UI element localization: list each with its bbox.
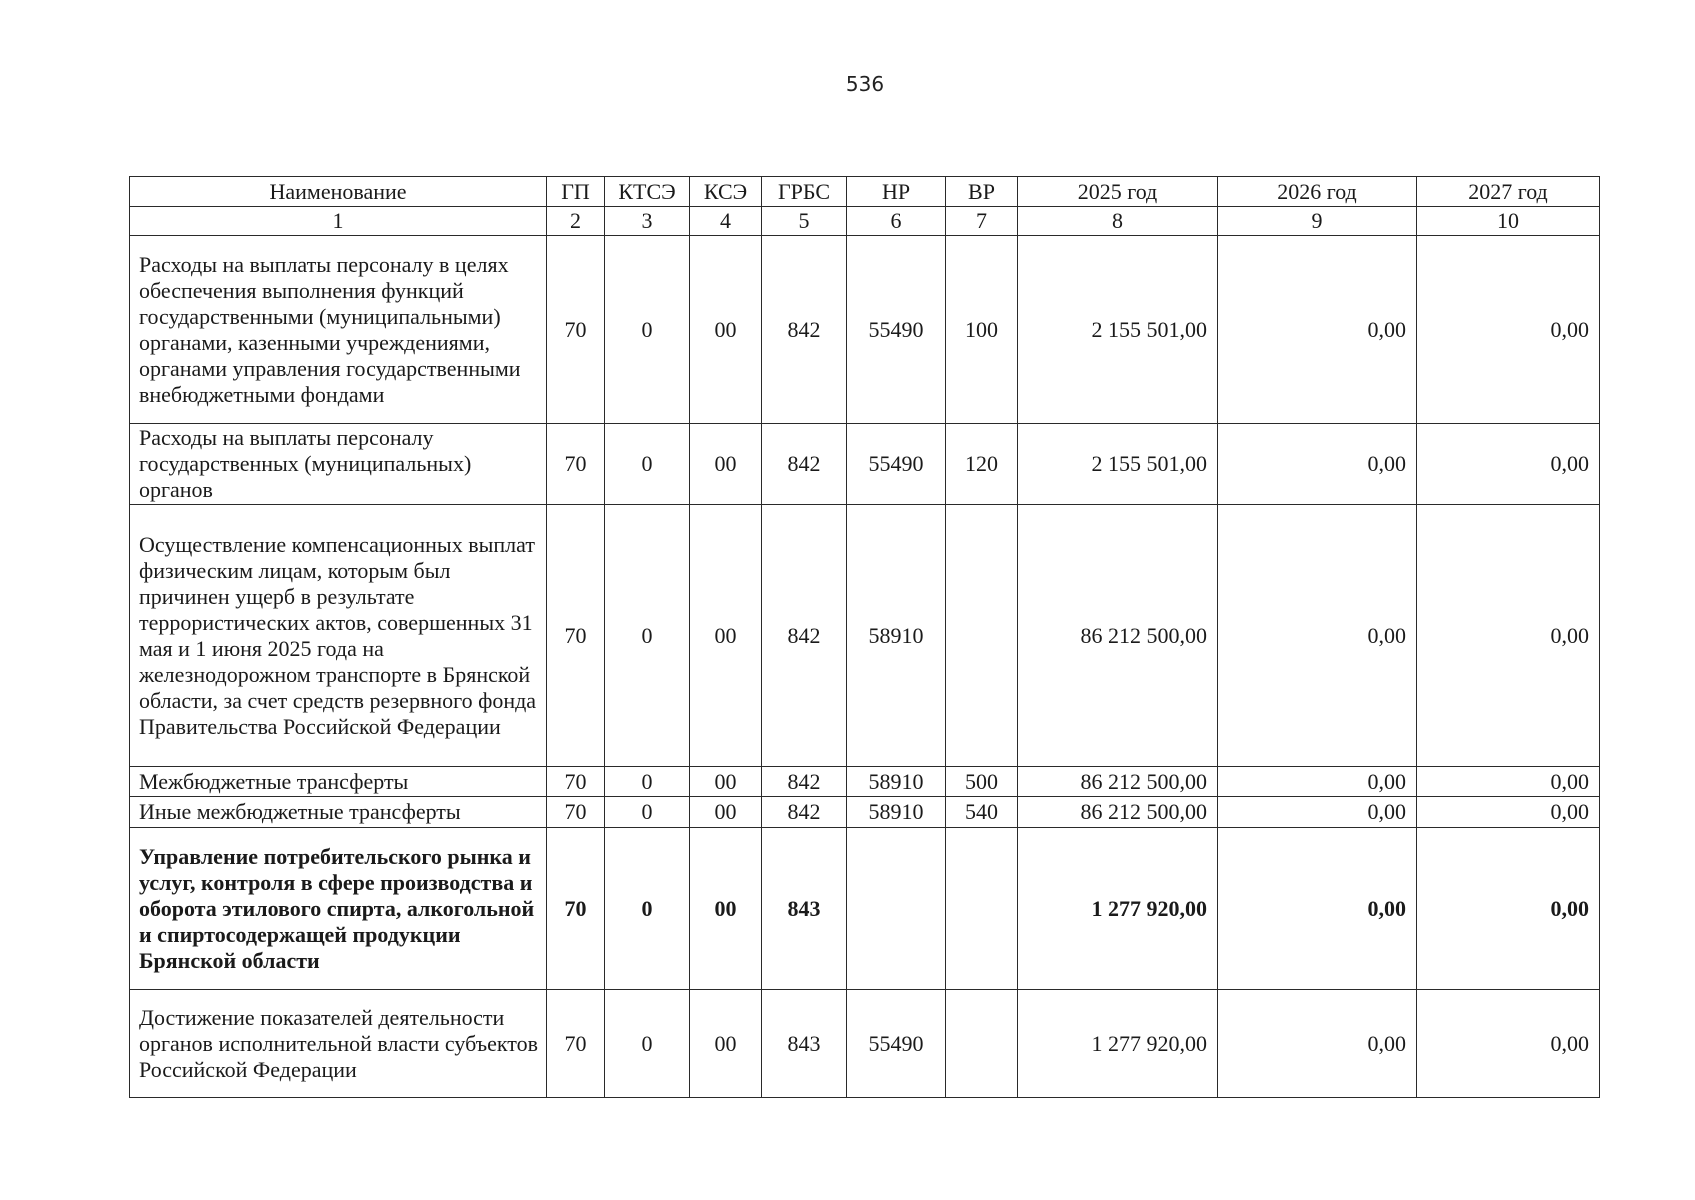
cell-2026: 0,00 xyxy=(1218,424,1417,505)
cell-2026: 0,00 xyxy=(1218,505,1417,767)
cell-ktse: 0 xyxy=(605,990,690,1098)
table-row-section xyxy=(130,828,1600,990)
column-number: 8 xyxy=(1018,207,1218,236)
cell-2025: 2 155 501,00 xyxy=(1018,424,1218,505)
header-2025: 2025 год xyxy=(1018,177,1218,207)
table-row xyxy=(130,797,1600,828)
cell-2025: 86 212 500,00 xyxy=(1018,505,1218,767)
cell-2025: 86 212 500,00 xyxy=(1018,767,1218,797)
cell-2027: 0,00 xyxy=(1417,797,1600,828)
column-number: 1 xyxy=(130,207,547,236)
cell-2026: 0,00 xyxy=(1218,767,1417,797)
table-body xyxy=(130,236,1600,1098)
row-name: Расходы на выплаты персоналу в целях обеспечения выполнения функций государственными (муниципальными) органами, казенными учреждениями, органами управления государственными внебюджетными фондами xyxy=(130,236,547,424)
cell-kse: 00 xyxy=(690,990,762,1098)
row-name: Расходы на выплаты персоналу государственных (муниципальных) органов xyxy=(130,424,547,505)
cell-kse: 00 xyxy=(690,505,762,767)
column-number: 5 xyxy=(762,207,847,236)
cell-nr: 55490 xyxy=(847,424,946,505)
cell-gp: 70 xyxy=(547,505,605,767)
cell-kse: 00 xyxy=(690,424,762,505)
row-name: Осуществление компенсационных выплат физическим лицам, которым был причинен ущерб в результате террористических актов, совершенных 31 мая и 1 июня 2025 года на железнодорожном транспорте в Брянской области, за счет средств резервного фонда Правительства Российской Федерации xyxy=(130,505,547,767)
table-header xyxy=(130,177,1600,236)
cell-gp: 70 xyxy=(547,767,605,797)
cell-kse: 00 xyxy=(690,797,762,828)
cell-gp: 70 xyxy=(547,828,605,990)
cell-2025: 86 212 500,00 xyxy=(1018,797,1218,828)
column-number: 3 xyxy=(605,207,690,236)
cell-nr xyxy=(847,828,946,990)
cell-2026: 0,00 xyxy=(1218,797,1417,828)
column-number: 4 xyxy=(690,207,762,236)
cell-ktse: 0 xyxy=(605,505,690,767)
cell-2025: 2 155 501,00 xyxy=(1018,236,1218,424)
cell-vr: 500 xyxy=(946,767,1018,797)
table-row xyxy=(130,424,1600,505)
cell-nr: 55490 xyxy=(847,236,946,424)
table-row xyxy=(130,236,1600,424)
cell-vr xyxy=(946,505,1018,767)
cell-2026: 0,00 xyxy=(1218,236,1417,424)
cell-2025: 1 277 920,00 xyxy=(1018,828,1218,990)
cell-2026: 0,00 xyxy=(1218,828,1417,990)
cell-kse: 00 xyxy=(690,236,762,424)
cell-grbs: 842 xyxy=(762,505,847,767)
cell-2025: 1 277 920,00 xyxy=(1018,990,1218,1098)
cell-grbs: 842 xyxy=(762,767,847,797)
header-2026: 2026 год xyxy=(1218,177,1417,207)
column-number: 9 xyxy=(1218,207,1417,236)
row-name: Управление потребительского рынка и услуг, контроля в сфере производства и оборота этилового спирта, алкогольной и спиртосодержащей продукции Брянской области xyxy=(130,828,547,990)
cell-2027: 0,00 xyxy=(1417,990,1600,1098)
table-row xyxy=(130,767,1600,797)
cell-grbs: 843 xyxy=(762,828,847,990)
cell-vr: 100 xyxy=(946,236,1018,424)
header-ktse: КТСЭ xyxy=(605,177,690,207)
cell-grbs: 842 xyxy=(762,236,847,424)
cell-nr: 55490 xyxy=(847,990,946,1098)
header-gp: ГП xyxy=(547,177,605,207)
column-number-row xyxy=(130,207,1600,236)
cell-2027: 0,00 xyxy=(1417,236,1600,424)
cell-ktse: 0 xyxy=(605,424,690,505)
cell-2027: 0,00 xyxy=(1417,767,1600,797)
table-row xyxy=(130,990,1600,1098)
header-2027: 2027 год xyxy=(1417,177,1600,207)
cell-nr: 58910 xyxy=(847,797,946,828)
cell-ktse: 0 xyxy=(605,767,690,797)
cell-grbs: 842 xyxy=(762,424,847,505)
cell-grbs: 842 xyxy=(762,797,847,828)
cell-2027: 0,00 xyxy=(1417,424,1600,505)
header-kse: КСЭ xyxy=(690,177,762,207)
cell-gp: 70 xyxy=(547,424,605,505)
cell-2027: 0,00 xyxy=(1417,505,1600,767)
cell-ktse: 0 xyxy=(605,236,690,424)
cell-vr: 540 xyxy=(946,797,1018,828)
cell-gp: 70 xyxy=(547,990,605,1098)
header-name: Наименование xyxy=(130,177,547,207)
cell-ktse: 0 xyxy=(605,797,690,828)
column-number: 7 xyxy=(946,207,1018,236)
column-number: 10 xyxy=(1417,207,1600,236)
cell-ktse: 0 xyxy=(605,828,690,990)
cell-vr xyxy=(946,828,1018,990)
header-vr: ВР xyxy=(946,177,1018,207)
cell-vr: 120 xyxy=(946,424,1018,505)
cell-kse: 00 xyxy=(690,828,762,990)
row-name: Межбюджетные трансферты xyxy=(130,767,547,797)
row-name: Достижение показателей деятельности органов исполнительной власти субъектов Российской Федерации xyxy=(130,990,547,1098)
budget-table xyxy=(129,176,1600,1098)
column-number: 6 xyxy=(847,207,946,236)
cell-grbs: 843 xyxy=(762,990,847,1098)
cell-gp: 70 xyxy=(547,797,605,828)
table-row xyxy=(130,505,1600,767)
cell-2026: 0,00 xyxy=(1218,990,1417,1098)
header-grbs: ГРБС xyxy=(762,177,847,207)
page-number: 536 xyxy=(845,72,885,96)
row-name: Иные межбюджетные трансферты xyxy=(130,797,547,828)
cell-nr: 58910 xyxy=(847,767,946,797)
header-nr: НР xyxy=(847,177,946,207)
column-number: 2 xyxy=(547,207,605,236)
header-row xyxy=(130,177,1600,207)
cell-gp: 70 xyxy=(547,236,605,424)
cell-2027: 0,00 xyxy=(1417,828,1600,990)
cell-nr: 58910 xyxy=(847,505,946,767)
cell-kse: 00 xyxy=(690,767,762,797)
cell-vr xyxy=(946,990,1018,1098)
